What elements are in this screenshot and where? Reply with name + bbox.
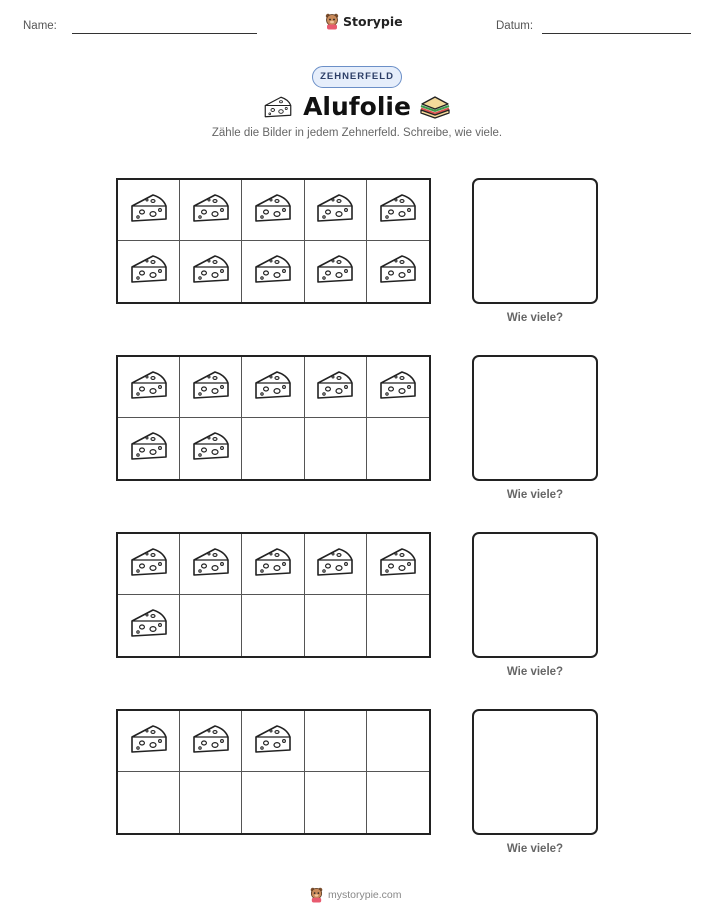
ten-frame-cell <box>180 534 242 595</box>
ten-frame-cell <box>367 357 429 418</box>
cheese-icon <box>253 723 293 760</box>
ten-frame-cell <box>242 711 304 772</box>
ten-frame-cell <box>118 711 180 772</box>
cheese-icon <box>315 369 355 406</box>
ten-frame-cell <box>118 180 180 241</box>
ten-frame-cell <box>242 180 304 241</box>
storypie-mascot-icon <box>324 12 340 30</box>
ten-frame-cell <box>118 772 180 833</box>
cheese-icon <box>191 253 231 290</box>
brand-name: Storypie <box>343 13 403 29</box>
date-line[interactable] <box>542 33 691 34</box>
ten-frame-cell <box>242 772 304 833</box>
ten-frame-3 <box>116 532 431 658</box>
how-many-label-1: Wie viele? <box>506 312 564 324</box>
ten-frame-cell <box>118 241 180 302</box>
ten-frame-cell <box>305 534 367 595</box>
footer <box>309 886 402 903</box>
cheese-icon <box>191 369 231 406</box>
ten-frame-cell <box>367 241 429 302</box>
worksheet-title: Alufolie <box>303 92 411 121</box>
ten-frame-cell <box>118 357 180 418</box>
worksheet-type-badge: ZEHNERFELD <box>312 66 402 88</box>
cheese-icon <box>378 369 418 406</box>
cheese-icon <box>315 546 355 583</box>
cheese-icon <box>129 607 169 644</box>
cheese-icon <box>129 192 169 229</box>
ten-frame-1 <box>116 178 431 304</box>
storypie-mascot-icon <box>309 886 324 903</box>
ten-frame-2 <box>116 355 431 481</box>
name-label: Name: <box>23 20 57 32</box>
cheese-icon <box>378 253 418 290</box>
ten-frame-cell <box>242 241 304 302</box>
how-many-label-4: Wie viele? <box>506 843 564 855</box>
ten-frame-cell <box>180 357 242 418</box>
ten-frame-cell <box>180 180 242 241</box>
ten-frame-cell <box>305 180 367 241</box>
ten-frame-cell <box>305 772 367 833</box>
cheese-icon <box>315 253 355 290</box>
ten-frame-cell <box>305 418 367 479</box>
date-label: Datum: <box>496 20 534 32</box>
ten-frame-4 <box>116 709 431 835</box>
ten-frame-cell <box>367 180 429 241</box>
cheese-icon <box>129 546 169 583</box>
ten-frame-cell <box>367 711 429 772</box>
how-many-label-3: Wie viele? <box>506 666 564 678</box>
ten-frame-cell <box>305 595 367 656</box>
ten-frame-cell <box>180 418 242 479</box>
ten-frame-cell <box>118 534 180 595</box>
cheese-icon <box>191 192 231 229</box>
brand-logo <box>324 12 403 30</box>
cheese-icon <box>378 546 418 583</box>
answer-box-2[interactable] <box>472 355 598 481</box>
footer-url[interactable]: mystorypie.com <box>328 888 402 901</box>
cheese-icon <box>253 192 293 229</box>
ten-frame-cell <box>118 595 180 656</box>
ten-frame-cell <box>367 534 429 595</box>
how-many-label-2: Wie viele? <box>506 489 564 501</box>
cheese-icon <box>129 253 169 290</box>
ten-frame-cell <box>180 711 242 772</box>
cheese-icon <box>253 546 293 583</box>
answer-box-1[interactable] <box>472 178 598 304</box>
cheese-icon <box>129 369 169 406</box>
answer-box-4[interactable] <box>472 709 598 835</box>
ten-frame-cell <box>242 418 304 479</box>
answer-box-3[interactable] <box>472 532 598 658</box>
name-line[interactable] <box>72 33 257 34</box>
cheese-icon <box>378 192 418 229</box>
ten-frame-cell <box>305 711 367 772</box>
ten-frame-cell <box>367 595 429 656</box>
ten-frame-cell <box>242 534 304 595</box>
cheese-icon <box>191 546 231 583</box>
ten-frame-cell <box>305 357 367 418</box>
sandwich-icon <box>418 94 452 120</box>
ten-frame-cell <box>118 418 180 479</box>
ten-frame-cell <box>305 241 367 302</box>
cheese-icon <box>253 369 293 406</box>
ten-frame-cell <box>180 595 242 656</box>
cheese-icon <box>191 723 231 760</box>
ten-frame-cell <box>367 772 429 833</box>
ten-frame-cell <box>242 357 304 418</box>
ten-frame-cell <box>180 241 242 302</box>
cheese-icon <box>191 430 231 467</box>
ten-frame-cell <box>180 772 242 833</box>
cheese-icon <box>129 430 169 467</box>
cheese-icon <box>315 192 355 229</box>
cheese-icon <box>129 723 169 760</box>
ten-frame-cell <box>242 595 304 656</box>
cheese-icon <box>253 253 293 290</box>
instruction-text: Zähle die Bilder in jedem Zehnerfeld. Schreibe, wie viele. <box>211 127 503 139</box>
ten-frame-cell <box>367 418 429 479</box>
